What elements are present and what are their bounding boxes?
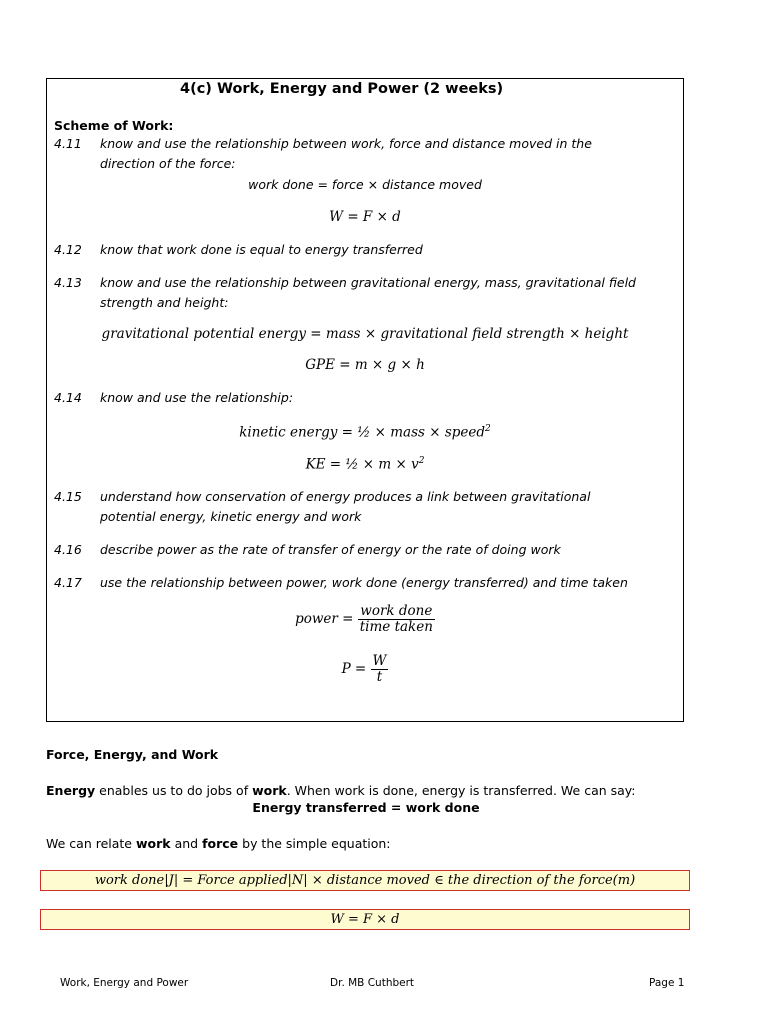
item-text: know and use the relationship: [100, 390, 294, 405]
footer-title: Work, Energy and Power [60, 977, 189, 989]
item-text: describe power as the rate of transfer of energy or the rate of doing work [100, 542, 561, 557]
section-title: 4(c) Work, Energy and Power (2 weeks) [180, 81, 504, 97]
item-text: direction of the force: [100, 156, 236, 171]
equation-gpe-symbols: GPE = m × g × h [305, 357, 425, 373]
equation-gpe-words: gravitational potential energy = mass × gravitational field strength × height [101, 326, 629, 342]
highlighted-equation-symbols: W = F × d [40, 909, 690, 930]
section-heading: Force, Energy, and Work [46, 747, 219, 762]
footer-author: Dr. MB Cuthbert [330, 977, 415, 989]
item-number: 4.15 [54, 489, 82, 504]
item-number: 4.13 [54, 275, 82, 290]
item-text: strength and height: [100, 295, 229, 310]
item-number: 4.11 [54, 136, 82, 151]
equation-power-symbols: P = $\frac{W}{t}$ [341, 653, 387, 685]
item-text: use the relationship between power, work done (energy transferred) and time taken [100, 575, 628, 590]
scheme-heading: Scheme of Work: [54, 118, 174, 133]
equation-power-words: power = $\frac{\text{work done}}{\text{time taken}}$ [295, 603, 433, 635]
equation-work-symbols: W = F × d [329, 209, 401, 225]
highlighted-equation-words: work done|J| = Force applied|N| × distance moved ∈ the direction of the force(m) [40, 870, 690, 891]
item-text: understand how conservation of energy produces a link between gravitational [100, 489, 591, 504]
paragraph-energy: Energy enables us to do jobs of work. When work is done, energy is transferred. We can say: [46, 783, 636, 798]
equation-ke-symbols: KE = ½ × $m \times v^2$ [305, 456, 425, 473]
energy-transferred-statement: Energy transferred = work done [252, 800, 480, 815]
item-number: 4.17 [54, 575, 82, 590]
item-text: know and use the relationship between gravitational energy, mass, gravitational field [100, 275, 636, 290]
item-number: 4.14 [54, 390, 82, 405]
item-text: know and use the relationship between work, force and distance moved in the [100, 136, 592, 151]
item-number: 4.12 [54, 242, 82, 257]
footer-page-number: Page 1 [649, 977, 685, 989]
paragraph-relate: We can relate work and force by the simple equation: [46, 836, 391, 851]
item-number: 4.16 [54, 542, 82, 557]
equation-ke-words: kinetic energy = ½ × mass × speed$^2$ [239, 424, 491, 441]
item-text: know that work done is equal to energy transferred [100, 242, 423, 257]
item-text: potential energy, kinetic energy and work [100, 509, 362, 524]
equation-work-words: work done = force × distance moved [248, 177, 482, 192]
